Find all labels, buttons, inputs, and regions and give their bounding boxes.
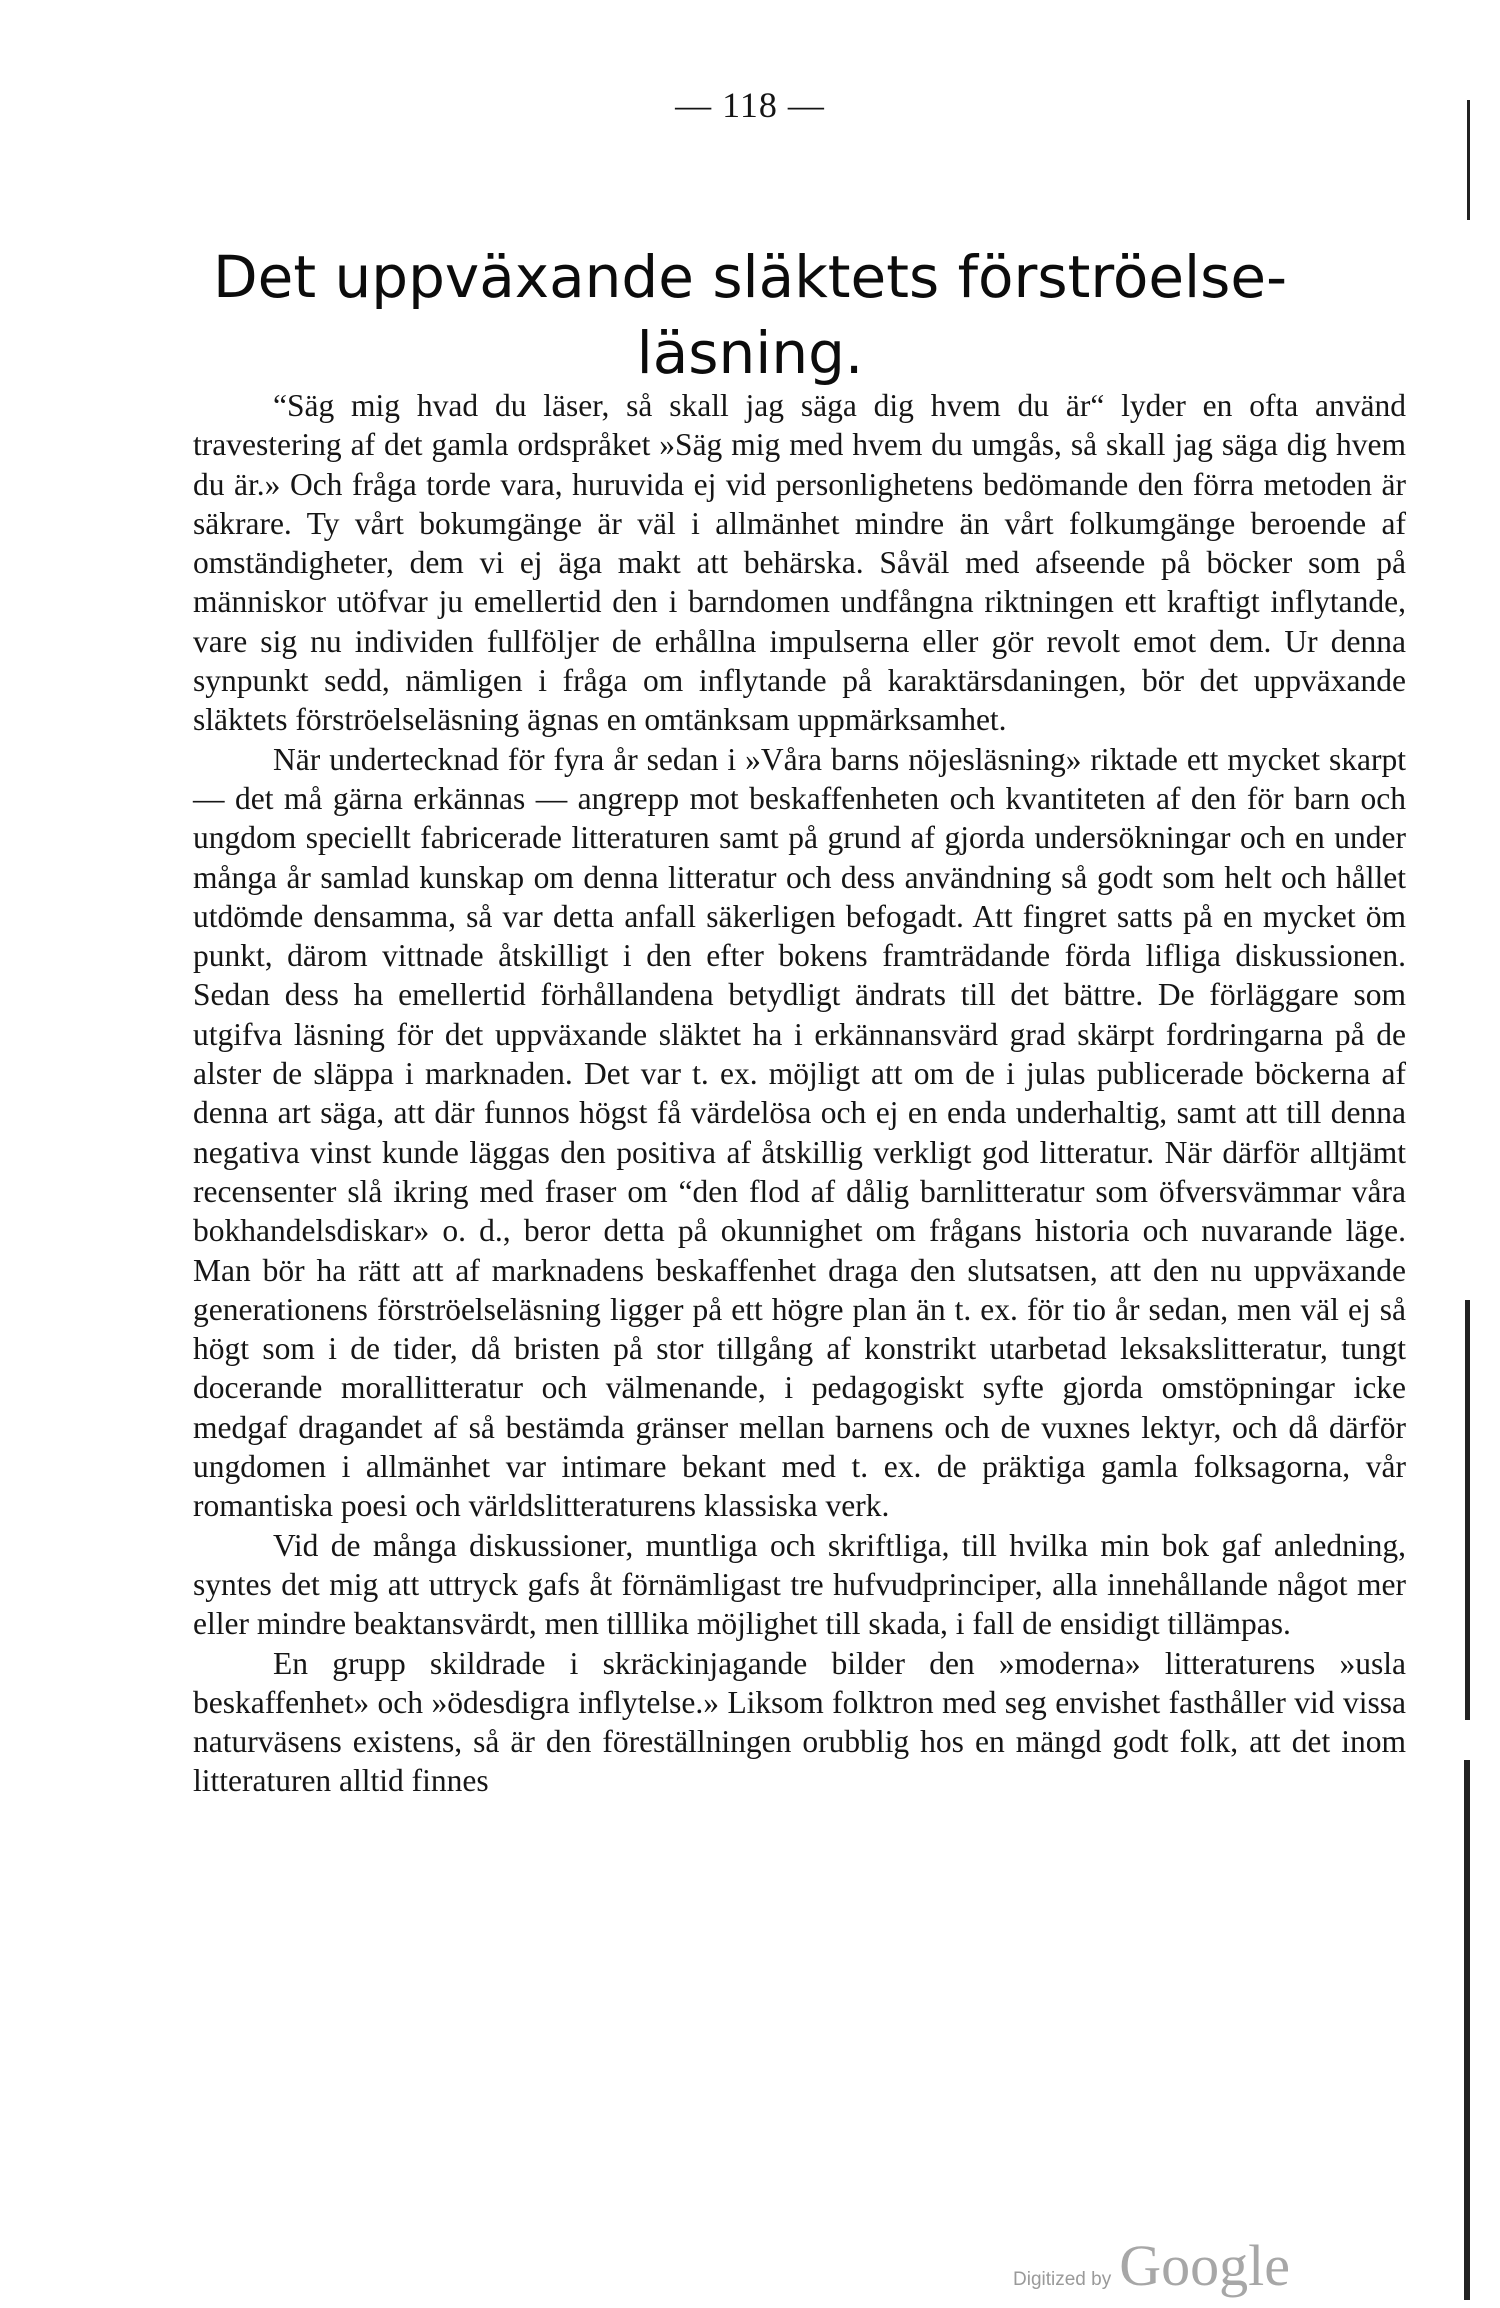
digitized-watermark [1013, 2232, 1290, 2299]
watermark-prefix: Digitized by [1013, 2269, 1112, 2290]
paragraph: När undertecknad för fyra år sedan i »Våra barns nöjesläsning» riktade ett mycket skarpt — det må gärna erkännas — angrepp mot beskaffenheten och kvantiteten af den för barn och ungdom speciellt fabricerade litteraturen samt på grund af gjorda undersökningar och en under många år samlad kunskap om denna litteratur och dess användning så godt som helt och hållet utdömde densamma, så var detta anfall säkerligen befogadt. Att fingret satts på en mycket öm punkt, därom vittnade åtskilligt i den efter bokens framträdande förda lifliga diskussionen. Sedan dess ha emellertid förhållandena betydligt ändrats till det bättre. De förläggare som utgifva läsning för det uppväxande släktet ha i erkännansvärd grad skärpt fordringarna på de alster de släppa i marknaden. Det var t. ex. möjligt att om de i julas publicerade böckerna af denna art säga, att där funnos högst få värdelösa och ej en enda underhaltig, samt att till denna negativa vinst kunde läggas den positiva af åtskillig verkligt god litteratur. När därför alltjämt recensenter slå ikring med fraser om “den flod af dålig barnlitteratur som öfversvämmar våra bokhandelsdiskar» o. d., beror detta på okunnighet om frågans historia och nuvarande läge. Man bör ha rätt att af marknadens beskaffenhet draga den slutsatsen, att den nu uppväxande generationens förströelseläsning ligger på ett högre plan än t. ex. för tio år sedan, men väl ej så högt som i de tider, då bristen på stor tillgång af konstrikt utarbetad leksakslitteratur, tungt docerande morallitteratur och välmenande, i pedagogiskt syfte gjorda omstöpningar icke medgaf dragandet af så bestämda gränser mellan barnens och de vuxnes lektyr, och då därför ungdomen i allmänhet var intimare bekant med t. ex. de präktiga gamla folksagorna, vår romantiska poesi och världslitteraturens klassiska verk. [193, 741, 1406, 1524]
page-number: — 118 — [675, 85, 825, 125]
scan-edge-mark [1465, 1300, 1470, 1720]
scan-edge-mark [1464, 1760, 1470, 2300]
google-logo: Google [1119, 2233, 1290, 2298]
title-line-2: läsning. [636, 318, 864, 387]
paragraph: En grupp skildrade i skräckinjagande bilder den »moderna» litteraturens »usla beskaffenhet» och »ödesdigra inflytelse.» Liksom folktron med seg envishet fasthåller vid vissa naturväsens existens, så är den föreställningen orubblig hos en mängd godt folk, att det inom litteraturen alltid finnes [193, 1645, 1406, 1799]
scan-edge-mark [1467, 100, 1470, 220]
paragraph: “Säg mig hvad du läser, så skall jag säga dig hvem du är“ lyder en ofta använd travestering af det gamla ordspråket »Säg mig med hvem du umgås, så skall jag säga dig hvem du är.» Och fråga torde vara, huruvida ej vid personlighetens bedömande den förra metoden är säkrare. Ty vårt bokumgänge är väl i allmänhet mindre än vårt folkumgänge beroende af omständigheter, dem vi ej äga makt att behärska. Såväl med afseende på böcker som på människor utöfvar ju emellertid den i barndomen undfångna riktningen ett kraftigt inflytande, vare sig nu individen fullföljer de erhållna impulserna eller gör revolt emot dem. Ur denna synpunkt sedd, nämligen i fråga om inflytande på karaktärsdaningen, bör det uppväxande släktets förströelseläsning ägnas en omtänksam uppmärksamhet. [193, 388, 1406, 738]
title-line-1: Det uppväxande släktets förströelse- [212, 242, 1288, 311]
page-title [150, 239, 1350, 391]
body-text [193, 386, 1406, 1801]
paragraph: Vid de många diskussioner, muntliga och skriftliga, till hvilka min bok gaf anledning, syntes det mig att uttryck gafs åt förnämligast tre hufvudprinciper, alla innehållande något mer eller mindre beaktansvärdt, men tilllika möjlighet till skada, i fall de ensidigt tillämpas. [193, 1527, 1406, 1642]
